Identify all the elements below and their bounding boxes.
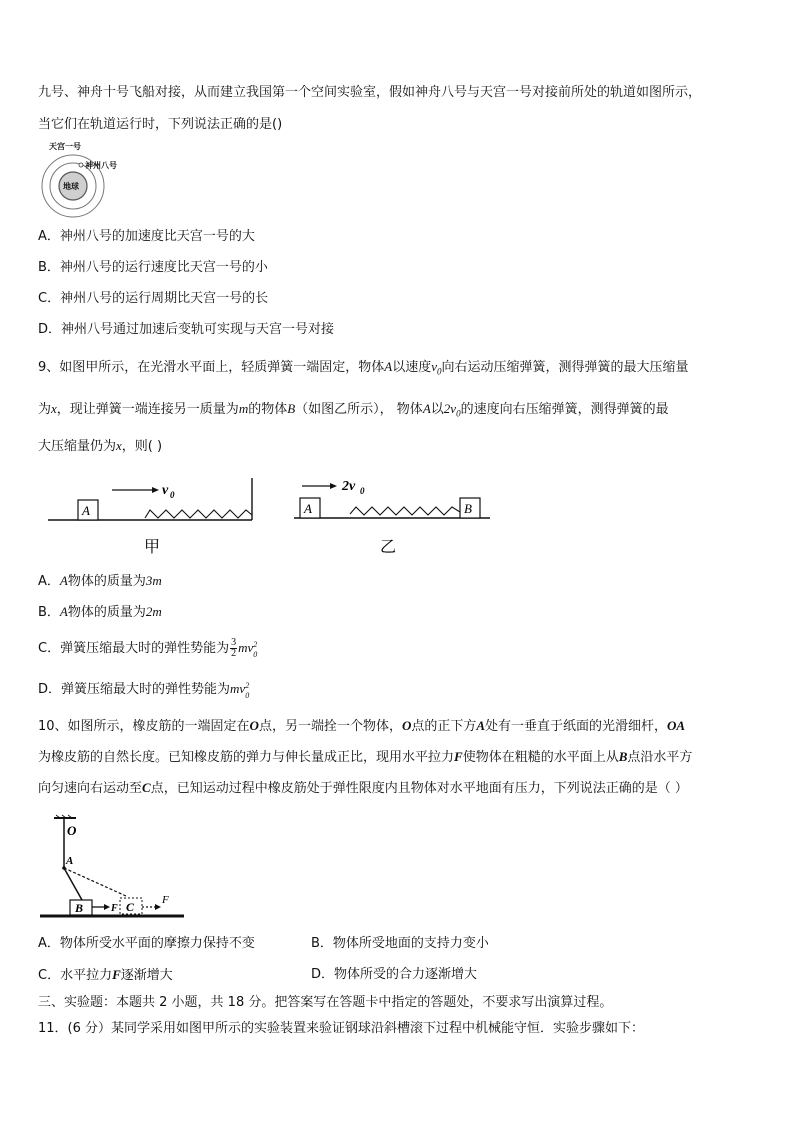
q10-point-c: C — [126, 900, 135, 914]
q8-orbit-figure — [36, 138, 136, 222]
q8-label-earth: 地球 — [63, 182, 79, 191]
q9-stem-line2: 为x，现让弹簧一端连接另一质量为m的物体B（如图乙所示）， 物体A以$2v_0$的速度向右压缩弹簧，测得弹簧的最 — [38, 401, 669, 419]
q10-rubber-band-figure — [38, 810, 188, 920]
q10-stem-line3: 向匀速向右运动至C点，已知运动过程中橡皮筋处于弹性限度内且物体对水平地面有压力，下列说法正确的是（ ） — [38, 780, 688, 796]
q9-option-b: B．A物体的质量为2m — [38, 604, 162, 620]
q10-force-f-outer: F — [162, 894, 169, 906]
q8-stem-line1: 九号、神舟十号飞船对接，从而建立我国第一个空间实验室，假如神舟八号与天宫一号对接前所处的轨道如图所示， — [38, 85, 702, 100]
q10-point-a: A — [66, 855, 74, 867]
q10-point-b: B — [75, 901, 84, 915]
q8-label-tiangong: 天宫一号 — [49, 142, 81, 151]
q10-option-a: A．物体所受水平面的摩擦力保持不变 — [38, 936, 255, 951]
q9-left-block-a: A — [82, 503, 90, 518]
q8-option-d: D．神州八号通过加速后变轨可实现与天宫一号对接 — [38, 322, 335, 337]
q9-right-velocity-sub: 0 — [360, 486, 365, 496]
q10-option-d: D．物体所受的合力逐渐增大 — [311, 967, 478, 982]
q9-caption-jia: 甲 — [144, 539, 161, 556]
q9-right-velocity: 2v — [342, 479, 356, 494]
q8-option-c: C．神州八号的运行周期比天宫一号的长 — [38, 291, 269, 306]
fraction-three-halves: $\frac{3}{2}$ — [231, 637, 237, 659]
q8-label-shenzhou: 神州八号 — [85, 161, 117, 170]
q9-left-velocity: v — [162, 483, 169, 498]
q10-force-f-inner: F — [111, 903, 118, 914]
q9-right-block-b: B — [464, 501, 472, 516]
q10-point-o: O — [67, 823, 77, 838]
q9-caption-yi: 乙 — [380, 539, 397, 556]
section-3-heading: 三、实验题：本题共 2 小题，共 18 分。把答案写在答题卡中指定的答题处，不要求写出演算过程。 — [38, 995, 613, 1010]
q10-stem-line1: 10、如图所示，橡皮筋的一端固定在O点，另一端拴一个物体，O点的正下方A处有一垂直于纸面的光滑细杆，OA — [38, 718, 686, 734]
q9-option-d: D．弹簧压缩最大时的弹性势能为mv 2 0 — [38, 681, 250, 700]
q8-option-b: B．神州八号的运行速度比天宫一号的小 — [38, 260, 268, 275]
q8-option-a: A．神州八号的加速度比天宫一号的大 — [38, 229, 255, 244]
q9-option-a: A．A物体的质量为3m — [38, 573, 162, 589]
q9-stem-line3: 大压缩量仍为x，则( ) — [38, 438, 163, 454]
q10-option-c: C．水平拉力F逐渐增大 — [38, 967, 173, 983]
q9-left-velocity-sub: 0 — [170, 490, 175, 500]
q8-stem-line2: 当它们在轨道运行时，下列说法正确的是() — [38, 117, 283, 132]
q9-spring-figure — [40, 472, 500, 562]
q10-option-b: B．物体所受地面的支持力变小 — [311, 936, 489, 951]
q11-stem: 11．(6 分）某同学采用如图甲所示的实验装置来验证钢球沿斜槽滚下过程中机械能守恒．实验步骤如下： — [38, 1021, 645, 1036]
q10-stem-line2: 为橡皮筋的自然长度。已知橡皮筋的弹力与伸长量成正比，现用水平拉力F使物体在粗糙的水平面上从B点沿水平方 — [38, 749, 693, 765]
q9-option-c: C．弹簧压缩最大时的弹性势能为 $\frac{3}{2}$ mv 2 0 — [38, 637, 258, 659]
q9-right-block-a: A — [304, 501, 312, 516]
q9-stem-line1: 9、如图甲所示，在光滑水平面上，轻质弹簧一端固定，物体A以速度$v_0$向右运动压缩弹簧，测得弹簧的最大压缩量 — [38, 359, 689, 377]
